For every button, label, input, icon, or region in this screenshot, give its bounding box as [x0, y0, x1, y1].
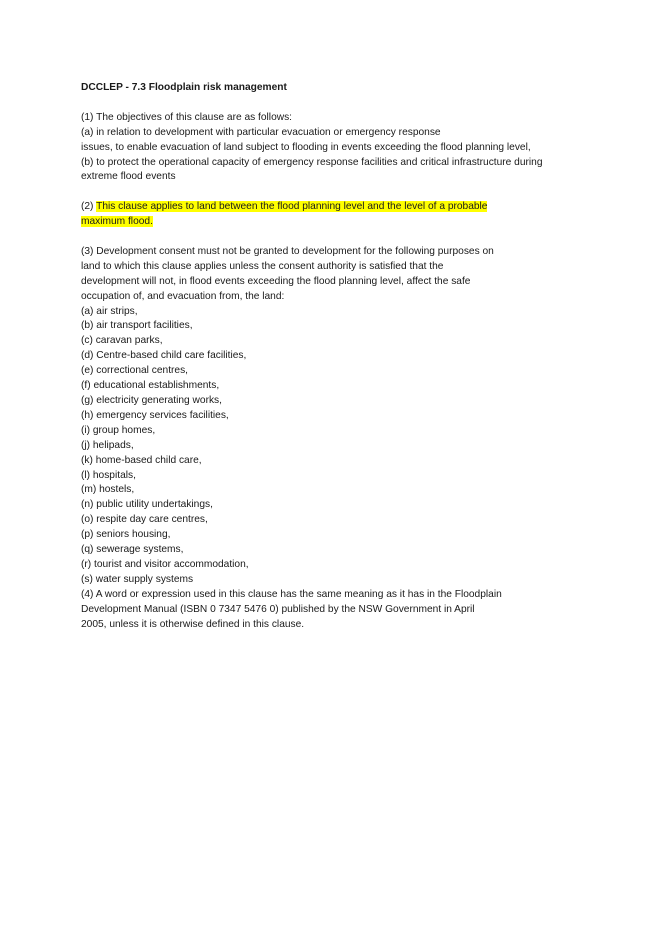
clause-4	[81, 588, 581, 633]
list-item: (a) air strips,	[81, 305, 138, 317]
clause-3-list	[81, 305, 581, 588]
list-item: (q) sewerage systems,	[81, 544, 184, 556]
clause-3-line: development will not, in flood events exceeding the flood planning level, affect the safe	[81, 275, 471, 287]
list-item: (n) public utility undertakings,	[81, 499, 213, 511]
clause-1-line: issues, to enable evacuation of land subject to flooding in events exceeding the flood planning level,	[81, 141, 531, 153]
clause-4-line: 2005, unless it is otherwise defined in this clause.	[81, 618, 305, 630]
clause-1-line: (a) in relation to development with particular evacuation or emergency response	[81, 126, 441, 138]
spacer	[81, 96, 581, 111]
list-item: (b) air transport facilities,	[81, 320, 193, 332]
document-title: DCCLEP - 7.3 Floodplain risk management	[81, 82, 287, 93]
clause-1-line: (b) to protect the operational capacity of emergency response facilities and critical infrastructure during	[81, 156, 543, 168]
list-item: (m) hostels,	[81, 484, 135, 496]
list-item: (j) helipads,	[81, 439, 134, 451]
clause-4-line: (4) A word or expression used in this clause has the same meaning as it has in the Floodplain	[81, 588, 502, 600]
clause-3-line: (3) Development consent must not be granted to development for the following purposes on	[81, 245, 494, 257]
list-item: (s) water supply systems	[81, 573, 194, 585]
list-item: (o) respite day care centres,	[81, 514, 208, 526]
list-item: (p) seniors housing,	[81, 529, 171, 541]
list-item: (g) electricity generating works,	[81, 394, 222, 406]
clause-1-line: (1) The objectives of this clause are as follows:	[81, 111, 293, 123]
clause-2-line	[81, 200, 581, 215]
highlighted-text: This clause applies to land between the flood planning level and the level of a probable	[96, 201, 488, 213]
clause-1-line: extreme flood events	[81, 171, 176, 183]
document-page	[81, 81, 581, 632]
list-item: (i) group homes,	[81, 424, 156, 436]
list-item: (k) home-based child care,	[81, 454, 202, 466]
clause-3	[81, 245, 581, 588]
list-item: (l) hospitals,	[81, 469, 136, 481]
clause-1	[81, 111, 581, 186]
clause-3-line: land to which this clause applies unless the consent authority is satisfied that the	[81, 260, 444, 272]
list-item: (e) correctional centres,	[81, 365, 189, 377]
list-item: (r) tourist and visitor accommodation,	[81, 558, 249, 570]
clause-2-line	[81, 215, 581, 230]
clause-4-line: Development Manual (ISBN 0 7347 5476 0) published by the NSW Government in April	[81, 603, 475, 615]
highlighted-text: maximum flood.	[81, 216, 153, 228]
list-item: (f) educational establishments,	[81, 380, 220, 392]
clause-2	[81, 200, 581, 230]
clause-3-line: occupation of, and evacuation from, the land:	[81, 290, 285, 302]
clause-2-prefix: (2)	[81, 201, 97, 213]
list-item: (c) caravan parks,	[81, 335, 163, 347]
spacer	[81, 230, 581, 245]
list-item: (d) Centre-based child care facilities,	[81, 350, 247, 362]
list-item: (h) emergency services facilities,	[81, 409, 229, 421]
spacer	[81, 185, 581, 200]
